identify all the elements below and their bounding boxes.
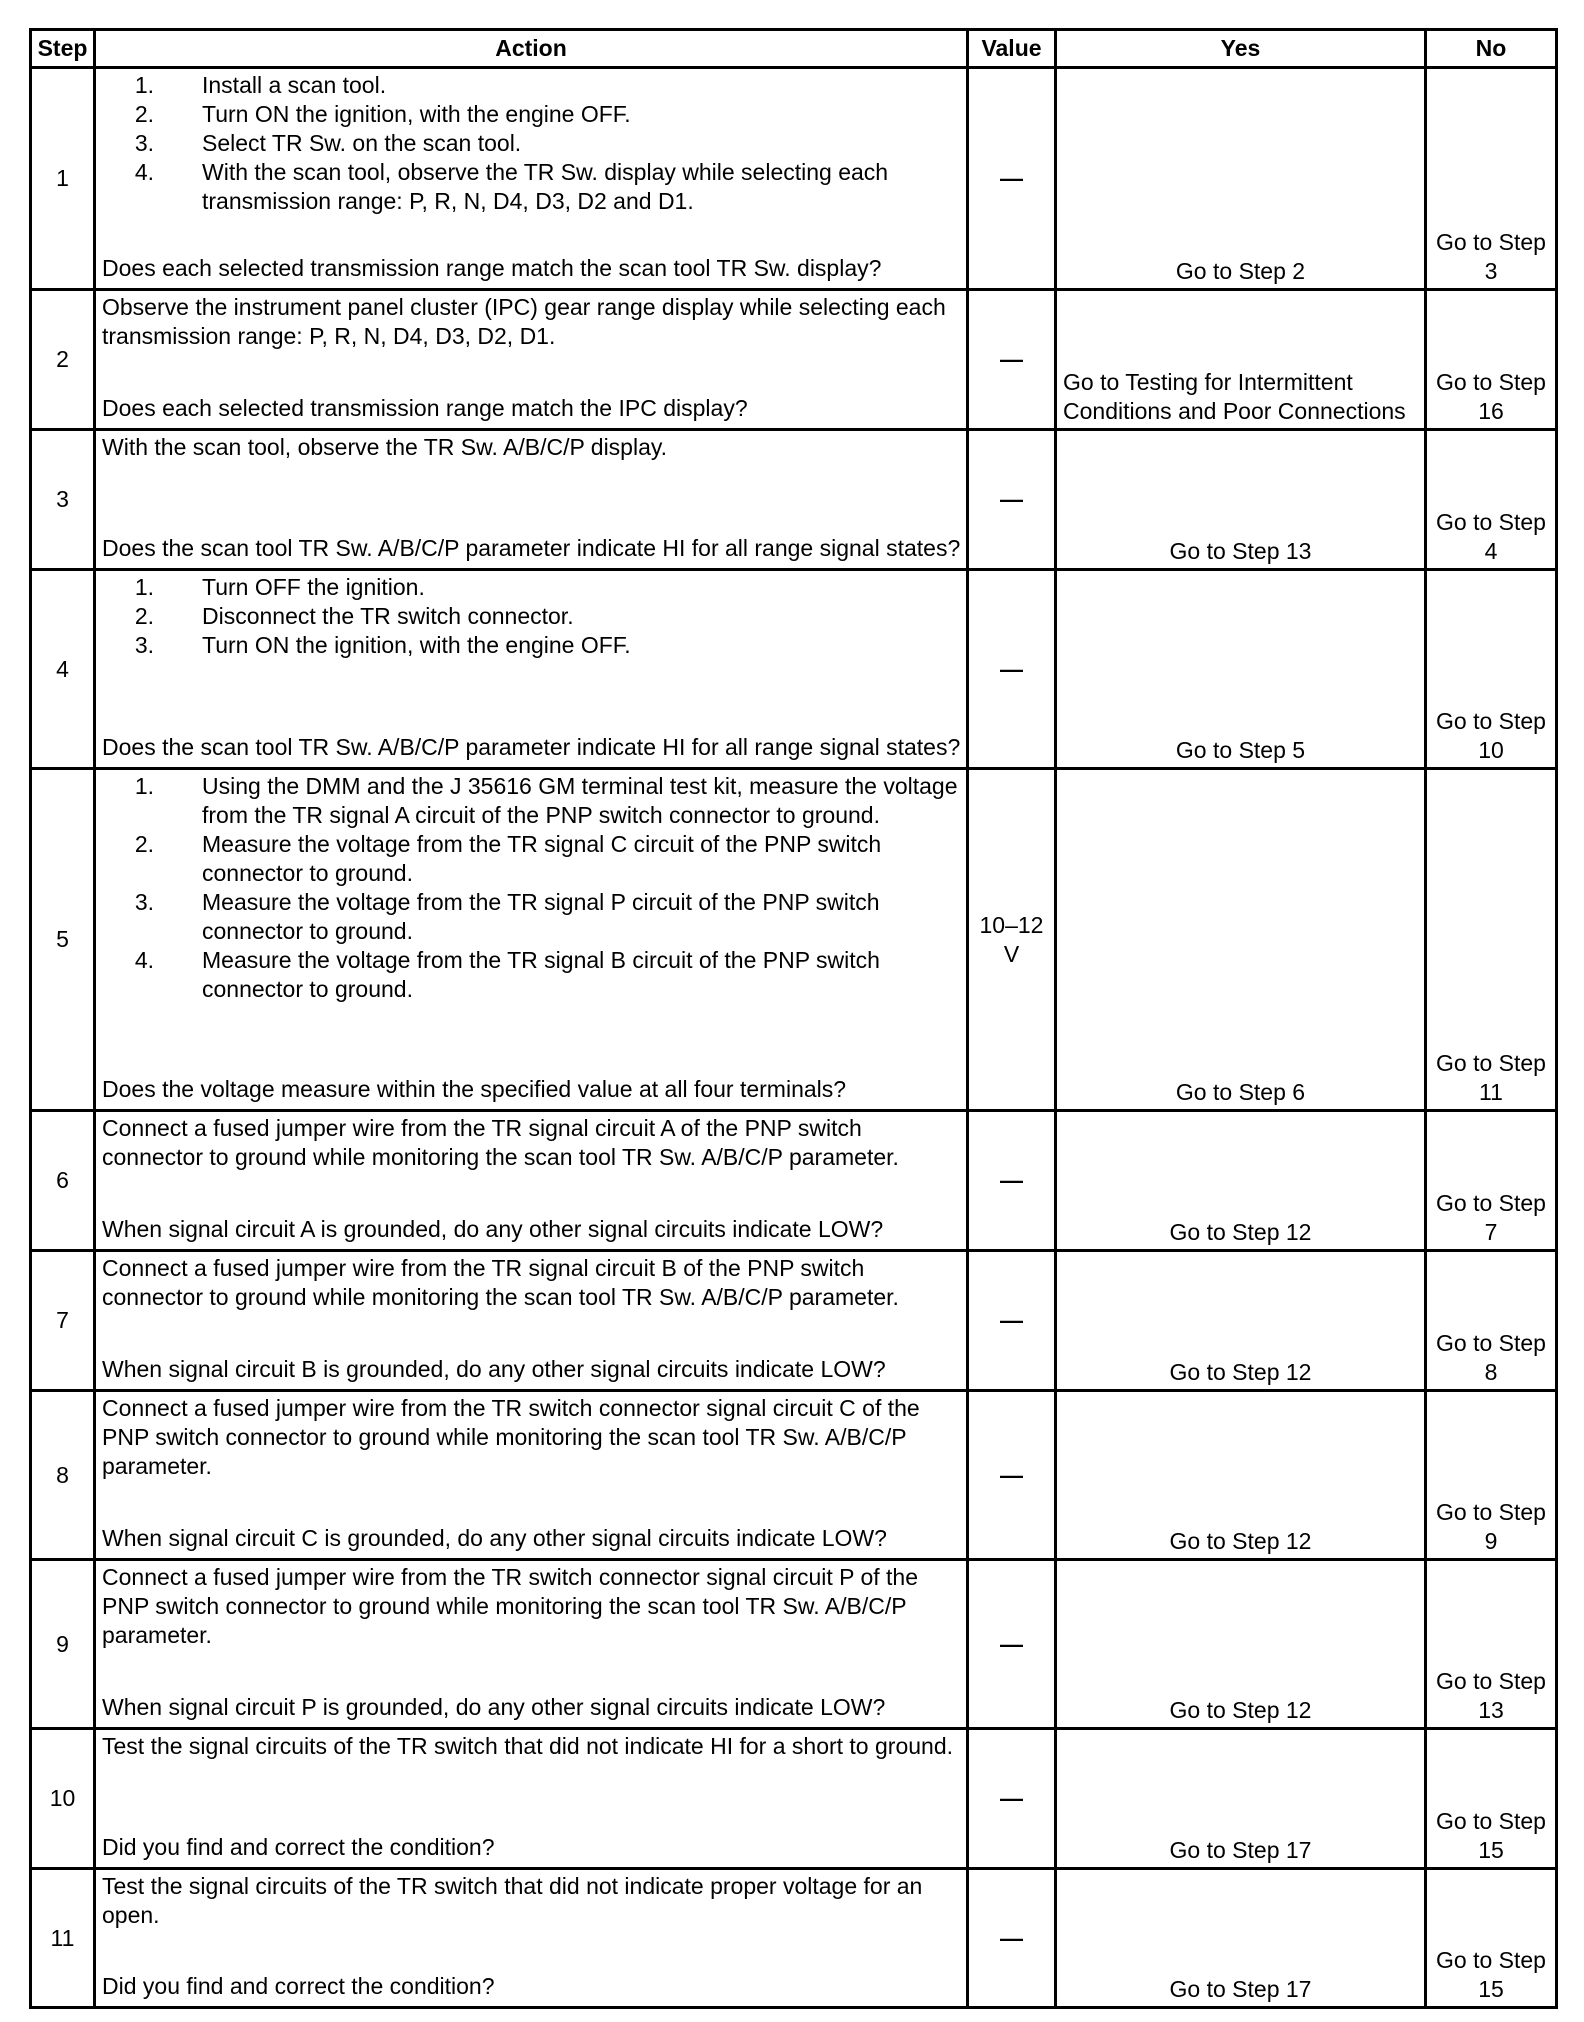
- value-text: —: [1000, 486, 1023, 512]
- action-step-item: [102, 946, 962, 1004]
- table-row: [31, 1560, 1557, 1729]
- action-step-item: [102, 888, 962, 946]
- yes-link[interactable]: Go to Step 17: [1169, 1976, 1312, 2002]
- value-text: —: [1000, 1167, 1023, 1193]
- yes-link[interactable]: Go to Testing for Intermittent Conditions and Poor Connections: [1063, 369, 1406, 424]
- action-instruction: With the scan tool, observe the TR Sw. A/B/C/P display.: [102, 434, 668, 460]
- value-cell: [968, 430, 1056, 570]
- action-instruction: Test the signal circuits of the TR switch that did not indicate proper voltage for an open.: [102, 1873, 923, 1928]
- action-step-text: Measure the voltage from the TR signal P circuit of the PNP switch connector to ground.: [202, 889, 880, 944]
- yes-link[interactable]: Go to Step 13: [1169, 538, 1312, 564]
- action-question: Does the voltage measure within the specified value at all four terminals?: [102, 1076, 847, 1102]
- no-cell: [1426, 1869, 1557, 2008]
- action-step-text: Turn ON the ignition, with the engine OFF.: [202, 632, 631, 658]
- table-row: [31, 1729, 1557, 1869]
- no-cell: [1426, 290, 1557, 430]
- action-cell: [95, 68, 968, 290]
- action-step-item: [102, 129, 962, 158]
- step-number: 11: [31, 1869, 95, 2008]
- action-step-text: Disconnect the TR switch connector.: [202, 603, 574, 629]
- header-yes: Yes: [1056, 30, 1426, 68]
- action-step-item: [102, 573, 962, 602]
- header-action: Action: [95, 30, 968, 68]
- no-link[interactable]: Go to Step 10: [1436, 708, 1546, 763]
- yes-cell: [1056, 68, 1426, 290]
- value-text: —: [1000, 1307, 1023, 1333]
- no-link[interactable]: Go to Step 8: [1436, 1330, 1546, 1385]
- action-instruction: Observe the instrument panel cluster (IPC) gear range display while selecting each transmission range: P, R, N, D4, D3, D2, D1.: [102, 294, 946, 349]
- table-row: [31, 1111, 1557, 1251]
- step-number: 9: [31, 1560, 95, 1729]
- yes-link[interactable]: Go to Step 12: [1169, 1359, 1312, 1385]
- value-text: —: [1000, 346, 1023, 372]
- action-step-item: [102, 602, 962, 631]
- no-link[interactable]: Go to Step 15: [1436, 1808, 1546, 1863]
- yes-link[interactable]: Go to Step 2: [1175, 258, 1306, 284]
- action-instruction: Connect a fused jumper wire from the TR switch connector signal circuit P of the PNP switch connector to ground while monitoring the scan tool TR Sw. A/B/C/P parameter.: [102, 1564, 919, 1648]
- action-step-number: 3.: [134, 130, 154, 156]
- no-link[interactable]: Go to Step 3: [1436, 229, 1546, 284]
- action-step-number: 2.: [134, 101, 154, 127]
- action-step-item: [102, 830, 962, 888]
- action-steps-list: [102, 573, 962, 660]
- action-cell: [95, 570, 968, 769]
- no-cell: [1426, 1560, 1557, 1729]
- header-value: Value: [968, 30, 1056, 68]
- no-link[interactable]: Go to Step 11: [1436, 1050, 1546, 1105]
- action-step-number: 1.: [134, 72, 154, 98]
- action-step-item: [102, 100, 962, 129]
- action-step-text: Measure the voltage from the TR signal C circuit of the PNP switch connector to ground.: [202, 831, 882, 886]
- action-cell: [95, 1251, 968, 1391]
- header-step: Step: [31, 30, 95, 68]
- table-row: [31, 1251, 1557, 1391]
- action-step-text: Turn ON the ignition, with the engine OFF.: [202, 101, 631, 127]
- yes-cell: [1056, 430, 1426, 570]
- action-step-item: [102, 71, 962, 100]
- action-question: When signal circuit B is grounded, do any other signal circuits indicate LOW?: [102, 1356, 886, 1382]
- no-link[interactable]: Go to Step 9: [1436, 1499, 1546, 1554]
- step-number: 3: [31, 430, 95, 570]
- value-text: —: [1000, 1461, 1023, 1488]
- action-question: Does the scan tool TR Sw. A/B/C/P parameter indicate HI for all range signal states?: [102, 734, 961, 760]
- action-step-number: 4.: [134, 159, 154, 185]
- action-cell: [95, 1729, 968, 1869]
- yes-cell: [1056, 769, 1426, 1111]
- no-cell: [1426, 430, 1557, 570]
- action-step-text: Measure the voltage from the TR signal B circuit of the PNP switch connector to ground.: [202, 947, 880, 1002]
- action-instruction: Connect a fused jumper wire from the TR switch connector signal circuit C of the PNP switch connector to ground while monitoring the scan tool TR Sw. A/B/C/P parameter.: [102, 1395, 920, 1479]
- action-cell: [95, 290, 968, 430]
- no-link[interactable]: Go to Step 4: [1436, 509, 1546, 564]
- table-row: [31, 1391, 1557, 1560]
- value-cell: [968, 1251, 1056, 1391]
- action-step-number: 1.: [134, 773, 154, 799]
- action-cell: [95, 1869, 968, 2008]
- yes-link[interactable]: Go to Step 5: [1175, 737, 1306, 763]
- action-question: When signal circuit A is grounded, do any other signal circuits indicate LOW?: [102, 1216, 884, 1242]
- step-number: 10: [31, 1729, 95, 1869]
- yes-cell: [1056, 1729, 1426, 1869]
- table-body: [31, 68, 1557, 2008]
- no-cell: [1426, 1391, 1557, 1560]
- action-question: Did you find and correct the condition?: [102, 1973, 495, 1999]
- value-cell: [968, 68, 1056, 290]
- action-step-text: Using the DMM and the J 35616 GM terminal test kit, measure the voltage from the TR signal A circuit of the PNP switch connector to ground.: [202, 773, 958, 828]
- yes-link[interactable]: Go to Step 17: [1169, 1837, 1312, 1863]
- no-link[interactable]: Go to Step 13: [1436, 1668, 1546, 1723]
- action-instruction: Connect a fused jumper wire from the TR signal circuit A of the PNP switch connector to ground while monitoring the scan tool TR Sw. A/B/C/P parameter.: [102, 1115, 899, 1170]
- step-number: 8: [31, 1391, 95, 1560]
- no-cell: [1426, 68, 1557, 290]
- value-cell: [968, 1729, 1056, 1869]
- value-text: —: [1000, 165, 1023, 191]
- value-cell: [968, 570, 1056, 769]
- table-row: [31, 769, 1557, 1111]
- action-step-number: 4.: [134, 947, 154, 973]
- value-cell: [968, 769, 1056, 1111]
- no-link[interactable]: Go to Step 16: [1436, 369, 1546, 424]
- table-row: [31, 290, 1557, 430]
- action-instruction: Test the signal circuits of the TR switch that did not indicate HI for a short to ground.: [102, 1733, 953, 1759]
- table-row: [31, 68, 1557, 290]
- action-question: When signal circuit P is grounded, do any other signal circuits indicate LOW?: [102, 1694, 886, 1720]
- action-question: Does each selected transmission range match the scan tool TR Sw. display?: [102, 255, 882, 281]
- step-number: 6: [31, 1111, 95, 1251]
- table-row: [31, 570, 1557, 769]
- action-question: Did you find and correct the condition?: [102, 1834, 495, 1860]
- value-cell: [968, 1560, 1056, 1729]
- action-step-number: 3.: [134, 889, 154, 915]
- yes-cell: [1056, 570, 1426, 769]
- action-cell: [95, 1560, 968, 1729]
- value-cell: [968, 1391, 1056, 1560]
- value-text: —: [1000, 1785, 1023, 1811]
- action-step-item: [102, 772, 962, 830]
- action-question: Does each selected transmission range match the IPC display?: [102, 395, 748, 421]
- yes-cell: [1056, 290, 1426, 430]
- action-question: When signal circuit C is grounded, do any other signal circuits indicate LOW?: [102, 1525, 887, 1551]
- yes-link[interactable]: Go to Step 12: [1169, 1697, 1312, 1723]
- value-text: —: [1000, 655, 1023, 682]
- header-no: No: [1426, 30, 1557, 68]
- action-step-item: [102, 631, 962, 660]
- yes-cell: [1056, 1869, 1426, 2008]
- action-cell: [95, 1111, 968, 1251]
- action-step-number: 1.: [134, 574, 154, 600]
- no-cell: [1426, 1251, 1557, 1391]
- table-row: [31, 1869, 1557, 2008]
- header-row: [31, 30, 1557, 68]
- diagnostic-table: [29, 28, 1558, 2009]
- action-step-text: Install a scan tool.: [202, 72, 387, 98]
- action-step-text: Select TR Sw. on the scan tool.: [202, 130, 522, 156]
- action-cell: [95, 430, 968, 570]
- yes-cell: [1056, 1111, 1426, 1251]
- yes-link[interactable]: Go to Step 12: [1169, 1528, 1312, 1554]
- yes-cell: [1056, 1560, 1426, 1729]
- action-cell: [95, 1391, 968, 1560]
- no-cell: [1426, 1729, 1557, 1869]
- no-link[interactable]: Go to Step 7: [1436, 1190, 1546, 1245]
- value-text: —: [1000, 1630, 1023, 1657]
- no-link[interactable]: Go to Step 15: [1436, 1947, 1546, 2002]
- value-text: —: [1000, 1924, 1023, 1951]
- step-number: 7: [31, 1251, 95, 1391]
- action-step-item: [102, 158, 962, 216]
- action-step-number: 2.: [134, 603, 154, 629]
- value-cell: [968, 1869, 1056, 2008]
- step-number: 4: [31, 570, 95, 769]
- value-cell: [968, 290, 1056, 430]
- yes-cell: [1056, 1391, 1426, 1560]
- action-step-number: 3.: [134, 632, 154, 658]
- value-cell: [968, 1111, 1056, 1251]
- action-cell: [95, 769, 968, 1111]
- action-instruction: Connect a fused jumper wire from the TR signal circuit B of the PNP switch connector to ground while monitoring the scan tool TR Sw. A/B/C/P parameter.: [102, 1255, 899, 1310]
- no-cell: [1426, 1111, 1557, 1251]
- step-number: 2: [31, 290, 95, 430]
- action-step-text: With the scan tool, observe the TR Sw. display while selecting each transmission range: P, R, N, D4, D3, D2 and D1.: [202, 159, 889, 214]
- yes-cell: [1056, 1251, 1426, 1391]
- yes-link[interactable]: Go to Step 6: [1175, 1079, 1306, 1105]
- action-steps-list: [102, 772, 962, 1004]
- action-steps-list: [102, 71, 962, 216]
- step-number: 1: [31, 68, 95, 290]
- step-number: 5: [31, 769, 95, 1111]
- yes-link[interactable]: Go to Step 12: [1169, 1219, 1312, 1245]
- action-question: Does the scan tool TR Sw. A/B/C/P parameter indicate HI for all range signal states?: [102, 535, 961, 561]
- no-cell: [1426, 570, 1557, 769]
- action-step-text: Turn OFF the ignition.: [202, 574, 425, 600]
- value-text: 10–12 V: [979, 911, 1044, 967]
- no-cell: [1426, 769, 1557, 1111]
- table-row: [31, 430, 1557, 570]
- action-step-number: 2.: [134, 831, 154, 857]
